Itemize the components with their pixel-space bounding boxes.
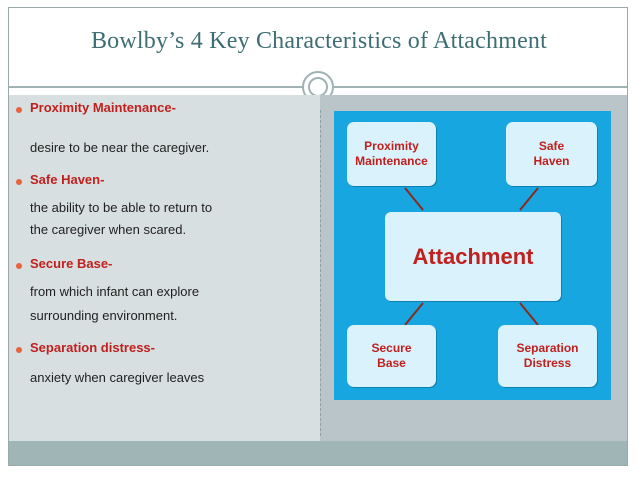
node-proximity-maintenance [347,122,436,186]
connector-proximity [405,188,423,210]
slide-title: Bowlby’s 4 Key Characteristics of Attachment [90,28,548,54]
column-separator [320,110,321,436]
bullet-dot-icon [16,179,22,185]
bullet-desc: surrounding environment. [30,308,178,323]
bullet-dot-icon [16,107,22,113]
connector-separation [520,303,538,325]
node-label: Proximity Maintenance [355,139,428,168]
attachment-diagram [334,111,611,400]
node-label: Secure Base [371,341,412,370]
bullet-term: Safe Haven- [30,172,105,187]
node-attachment [385,212,561,301]
node-label: Safe Haven [533,139,570,168]
bullet-dot-icon [16,263,22,269]
bullet-term: Proximity Maintenance- [30,100,176,115]
footer-band [9,441,627,465]
node-separation-distress [498,325,597,387]
node-label: Attachment [412,244,534,269]
bullet-desc: anxiety when caregiver leaves [30,370,205,385]
node-label: Separation Distress [516,341,579,370]
node-secure-base [347,325,436,387]
bullet-desc: desire to be near the caregiver. [30,140,210,155]
bullet-desc: the caregiver when scared. [30,222,187,237]
node-safe-haven [506,122,597,186]
connector-secure-base [405,303,423,325]
connector-safe-haven [520,188,538,210]
bullet-desc: from which infant can explore [30,284,200,299]
bullet-term: Secure Base- [30,256,113,271]
bullet-term: Separation distress- [30,340,155,355]
bullet-desc: the ability to be able to return to [30,200,213,215]
bullet-dot-icon [16,347,22,353]
